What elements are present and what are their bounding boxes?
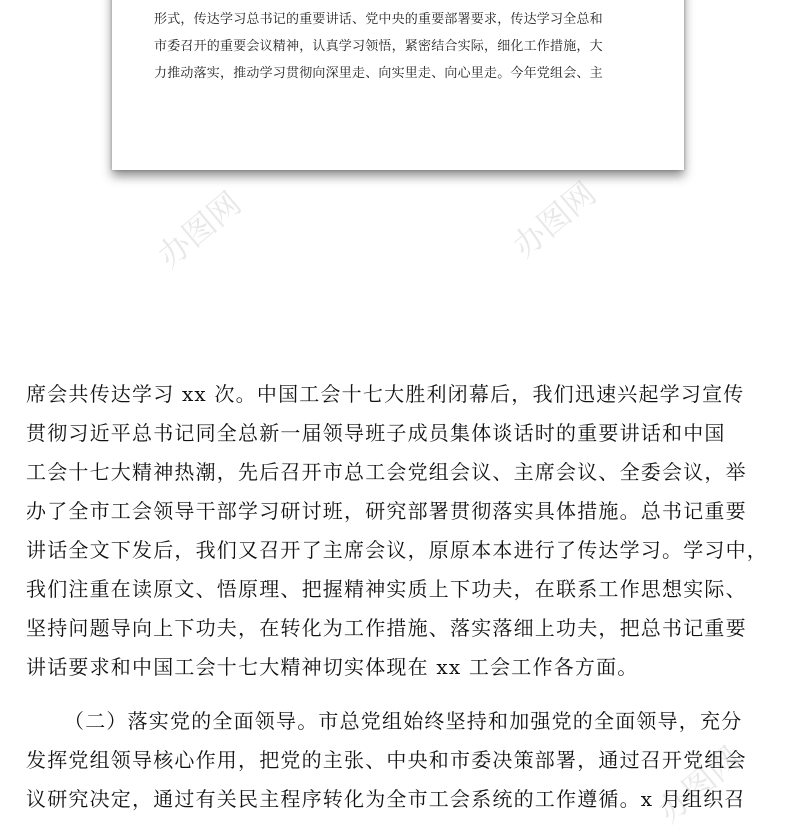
watermark-logo: 办图网 — [650, 739, 749, 830]
paragraph-line: 发挥党组领导核心作用，把党的主张、中央和市委决策部署，通过召开党组会 — [26, 748, 747, 772]
paragraph-line: 议研究决定，通过有关民主程序转化为全市工会系统的工作遵循。x 月组织召 — [26, 787, 746, 811]
watermark-logo: 办图网 — [150, 184, 249, 275]
paragraph-line: 讲话要求和中国工会十七大精神切实体现在 xx 工会工作各方面。 — [26, 655, 639, 679]
watermark-logo: 办图网 — [505, 174, 604, 265]
paragraph-line: 工会十七大精神热潮，先后召开市总工会党组会议、主席会议、全委会议，举 — [26, 460, 747, 484]
paragraph-line: 办了全市工会领导干部学习研讨班，研究部署贯彻落实具体措施。总书记重要 — [26, 499, 747, 523]
paragraph-line: 讲话全文下发后，我们又召开了主席会议，原原本本进行了传达学习。学习中， — [26, 538, 768, 562]
paragraph-line: 贯彻习近平总书记同全总新一届领导班子成员集体谈话时的重要讲话和中国 — [26, 421, 726, 445]
section-heading-line: （二）落实党的全面领导。市总党组始终坚持和加强党的全面领导，充分 — [64, 709, 743, 733]
paragraph-line: 我们注重在读原文、悟原理、把握精神实质上下功夫，在联系工作思想实际、 — [26, 577, 747, 601]
preview-page-card — [112, 0, 684, 170]
card-text-line: 形式，传达学习总书记的重要讲话、党中央的重要部署要求，传达学习全总和 — [154, 12, 603, 27]
paragraph-line: 坚持问题导向上下功夫，在转化为工作措施、落实落细上功夫，把总书记重要 — [26, 616, 747, 640]
card-text-line: 力推动落实，推动学习贯彻向深里走、向实里走、向心里走。今年党组会、主 — [154, 66, 603, 81]
paragraph-line: 席会共传达学习 xx 次。中国工会十七大胜利闭幕后，我们迅速兴起学习宣传 — [26, 382, 745, 406]
card-text-line: 市委召开的重要会议精神，认真学习领悟，紧密结合实际，细化工作措施，大 — [154, 39, 603, 54]
